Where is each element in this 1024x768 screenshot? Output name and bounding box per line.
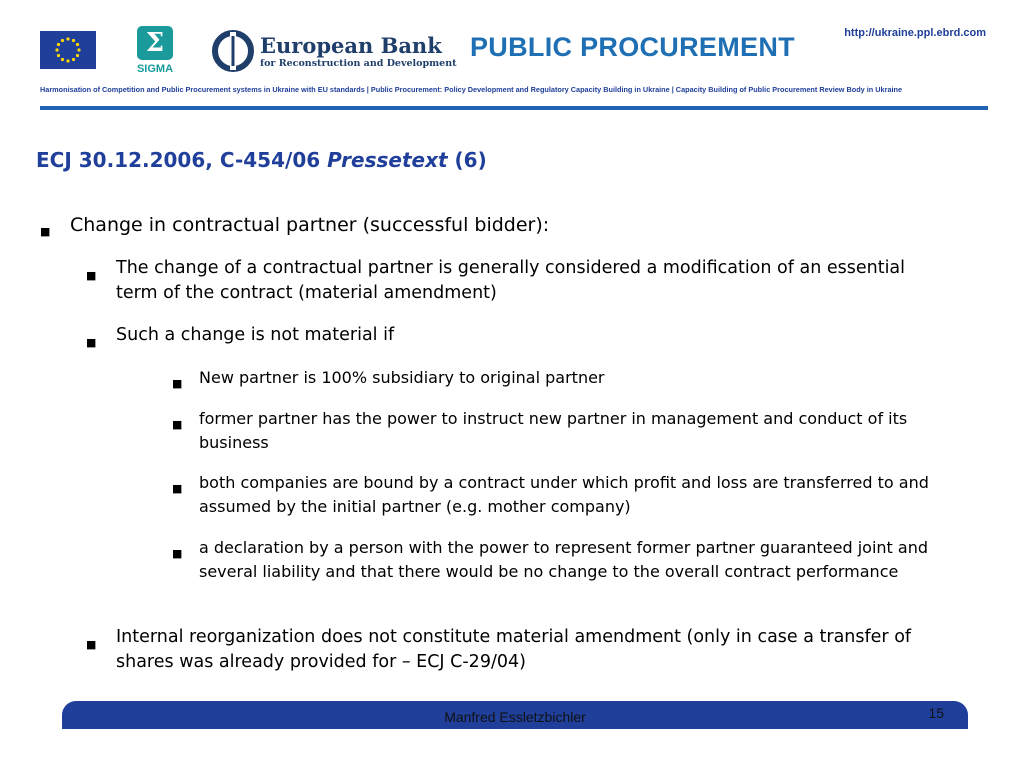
bullet-text: both companies are bound by a contract under which profit and loss are transferred to and assumed by the initial partner (e.g. mother company) [199, 473, 929, 516]
square-bullet-icon: ■ [86, 638, 97, 651]
header-divider [40, 106, 988, 110]
ebrd-subtitle: for Reconstruction and Development [260, 58, 457, 69]
sigma-label: SIGMA [136, 63, 174, 75]
square-bullet-icon: ■ [172, 482, 183, 495]
square-bullet-icon: ■ [172, 377, 183, 390]
bullet-text: The change of a contractual partner is generally considered a modification of an essential term of the contract (material amendment) [116, 258, 906, 303]
square-bullet-icon: ■ [86, 336, 97, 349]
bullet-text: a declaration by a person with the power to represent former partner guaranteed joint and several liability and that there would be no change to the overall contract performance [199, 538, 929, 581]
page-number: 15 [928, 705, 944, 721]
bullet-text: Change in contractual partner (successful bidder): [70, 214, 550, 236]
eu-flag-icon [40, 31, 96, 69]
square-bullet-icon: ■ [86, 269, 97, 282]
title-prefix: ECJ 30.12.2006, C-454/06 [36, 148, 328, 172]
bullet-text: former partner has the power to instruct new partner in management and conduct of its business [199, 409, 908, 452]
public-procurement-banner: PUBLIC PROCUREMENT [470, 32, 795, 62]
slide-title [36, 148, 487, 172]
ebrd-logo-icon [212, 30, 254, 72]
square-bullet-icon: ■ [172, 547, 183, 560]
square-bullet-icon: ■ [172, 418, 183, 431]
title-case-name: Pressetext [327, 148, 448, 172]
ebrd-name: European Bank [260, 33, 442, 58]
title-suffix: (6) [447, 148, 487, 172]
project-strip: Harmonisation of Competition and Public Procurement systems in Ukraine with EU standards | Public Procurement: Policy Development and Regulatory Capacity Building in Ukraine | Capacity Building of Public Procurement Review Body in Ukraine [40, 85, 903, 94]
project-url[interactable]: http://ukraine.ppl.ebrd.com [844, 27, 986, 39]
square-bullet-icon: ■ [40, 225, 51, 238]
sigma-logo-icon: Σ [137, 26, 173, 60]
bullet-text: Internal reorganization does not constitute material amendment (only in case a transfer of shares was already provided for – ECJ C-29/04) [116, 627, 912, 672]
slide-header [0, 0, 1024, 112]
bullet-text: New partner is 100% subsidiary to original partner [199, 368, 605, 387]
slide-footer [62, 701, 968, 729]
footer-author: Manfred Essletzbichler [444, 709, 586, 725]
bullet-text: Such a change is not material if [116, 325, 395, 345]
